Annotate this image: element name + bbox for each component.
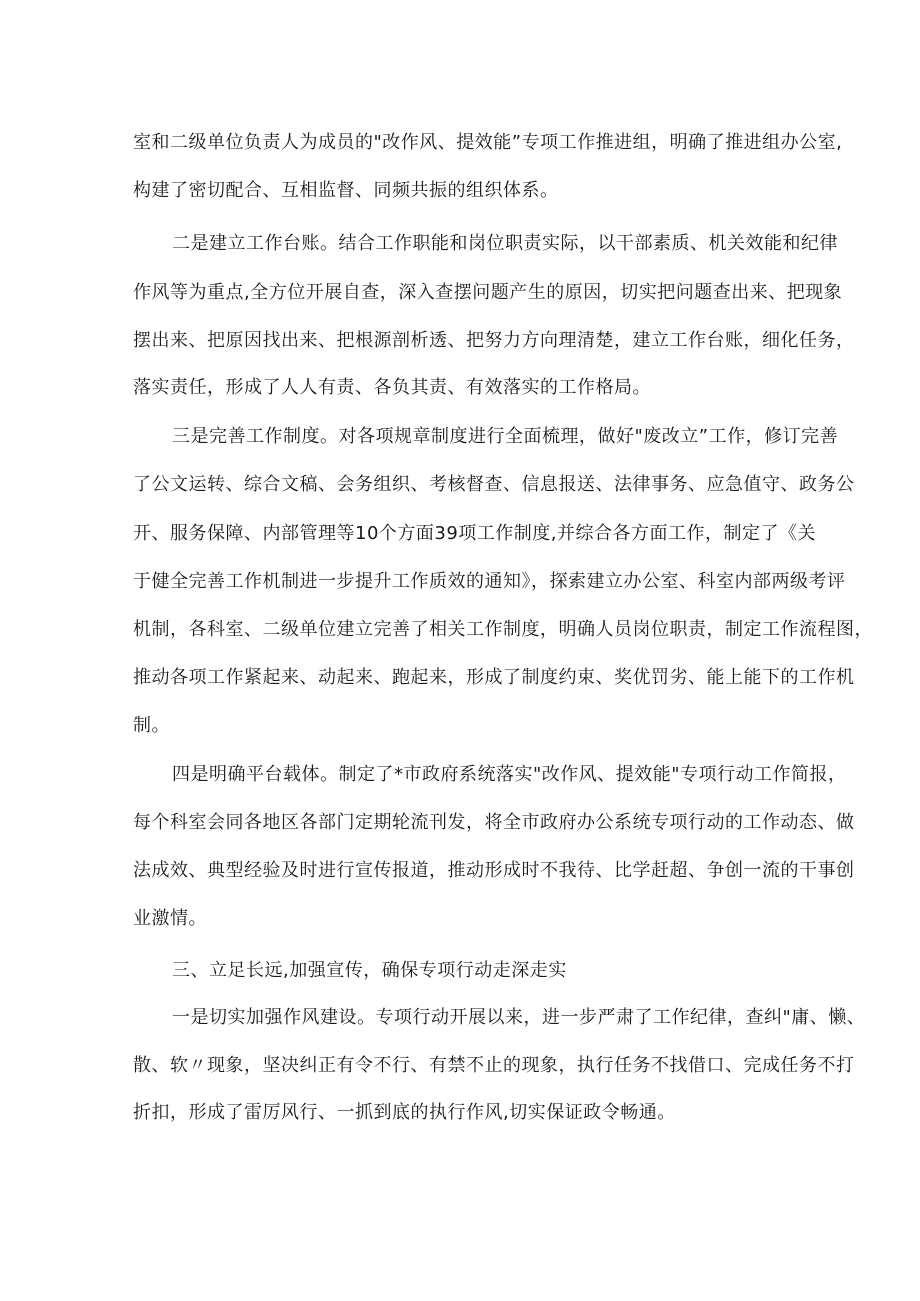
text-line: 机制，各科室、二级单位建立完善了相关工作制度，明确人员岗位职责，制定工作流程图， — [133, 619, 873, 640]
text-line: 法成效、典型经验及时进行宣传报道，推动形成时不我待、比学赶超、争创一流的干事创 — [133, 860, 855, 881]
text-line: 推动各项工作紧起来、动起来、跑起来，形成了制度约束、奖优罚劣、能上能下的工作机 — [133, 667, 855, 688]
text-line: 开、服务保障、内部管理等10个方面39项工作制度,并综合各方面工作，制定了《关 — [133, 523, 817, 544]
text-line: 摆出来、把原因找出来、把根源剖析透、把努力方向理清楚，建立工作台账，细化任务， — [133, 330, 855, 351]
text-line: 业激情。 — [133, 908, 207, 929]
text-line: 折扣，形成了雷厉风行、一抓到底的执行作风,切实保证政令畅通。 — [133, 1102, 676, 1123]
text-line: 制。 — [133, 715, 170, 736]
section-heading: 三、立足长远,加强宣传，确保专项行动走深走实 — [172, 960, 567, 981]
text-line: 作风等为重点,全方位开展自查，深入查摆问题产生的原因，切实把问题查出来、把现象 — [133, 282, 843, 303]
text-line: 三是完善工作制度。对各项规章制度进行全面梳理，做好"废改立”工作，修订完善 — [172, 426, 839, 447]
text-line: 散、软〃现象，坚决纠正有令不行、有禁不止的现象，执行任务不找借口、完成任务不打 — [133, 1055, 855, 1076]
text-line: 室和二级单位负责人为成员的"改作风、提效能”专项工作推进组，明确了推进组办公室, — [133, 132, 843, 153]
text-line: 于健全完善工作机制进一步提升工作质效的通知》，探索建立办公室、科室内部两级考评 — [133, 571, 846, 592]
text-line: 落实责任，形成了人人有责、各负其责、有效落实的工作格局。 — [133, 377, 651, 398]
text-line: 一是切实加强作风建设。专项行动开展以来，进一步严肃了工作纪律，查纠"庸、懒、 — [172, 1007, 866, 1028]
text-line: 构建了密切配合、互相监督、同频共振的组织体系。 — [133, 180, 559, 201]
text-line: 四是明确平台载体。制定了*市政府系统落实"改作风、提效能"专项行动工作简报， — [172, 764, 847, 785]
text-line: 了公文运转、综合文稿、会务组织、考核督查、信息报送、法律事务、应急值守、政务公 — [133, 474, 855, 495]
text-line: 每个科室会同各地区各部门定期轮流刊发，将全市政府办公系统专项行动的工作动态、做 — [133, 812, 855, 833]
text-line: 二是建立工作台账。结合工作职能和岗位职责实际，以干部素质、机关效能和纪律 — [172, 233, 838, 254]
